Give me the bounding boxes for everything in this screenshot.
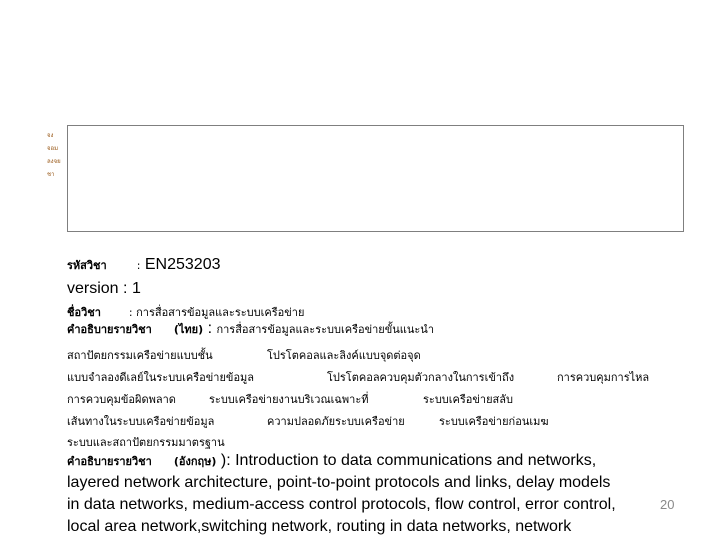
course-name-value: : การสื่อสารข้อมูลและระบบเครือข่าย xyxy=(128,306,305,319)
empty-box xyxy=(67,125,684,232)
side-label-line: ลงจย xyxy=(47,158,61,165)
course-name-row xyxy=(67,303,304,321)
description-th-line: โปรโตคอลและลิงค์แบบจุดต่อจุด xyxy=(267,349,421,362)
description-th-line: การควบคุมการไหล xyxy=(557,371,650,384)
description-th-line: การสื่อสารข้อมูลและระบบเครือข่ายขั้นแนะนำ xyxy=(216,323,434,336)
version-label: version xyxy=(67,280,119,297)
description-th-lang: (ไทย) xyxy=(173,323,204,336)
description-th-line: เส้นทางในระบบเครือข่ายข้อมูล xyxy=(67,415,215,428)
description-th-row xyxy=(67,433,225,451)
description-th-line: ระบบเครือข่ายสลับ xyxy=(423,393,513,406)
description-th-line: การควบคุมข้อผิดพลาด xyxy=(67,393,176,406)
description-en-lang: (อังกฤษ) xyxy=(173,455,217,468)
description-th-row xyxy=(67,368,650,386)
version-separator: : xyxy=(123,280,128,297)
description-en-separator: ) xyxy=(220,452,227,469)
course-name-label: ชื่อวิชา xyxy=(67,306,101,319)
description-th-header xyxy=(67,320,434,338)
side-label-line: ชา xyxy=(47,171,55,178)
description-th-row xyxy=(67,390,513,408)
description-en-label: คำอธิบายรายวิชา xyxy=(67,455,152,468)
course-code-label: รหัสวิชา xyxy=(67,259,107,272)
description-th-line: แบบจำลองดีเลย์ในระบบเครือข่ายข้อมูล xyxy=(67,371,255,384)
description-th-line: สถาปัตยกรรมเครือข่ายแบบชั้น xyxy=(67,349,213,362)
side-label-line: จงจอม xyxy=(47,132,59,152)
version-value: 1 xyxy=(131,280,141,297)
page-number: 20 xyxy=(660,497,675,512)
course-code-separator: : xyxy=(136,259,141,272)
description-th-line: ระบบและสถาปัตยกรรมมาตรฐาน xyxy=(67,436,225,449)
course-code-value: EN253203 xyxy=(144,256,221,273)
description-th-row xyxy=(67,346,421,364)
description-th-label: คำอธิบายรายวิชา xyxy=(67,323,152,336)
description-en-line: layered network architecture, point-to-point protocols and links, delay models xyxy=(67,474,611,491)
description-th-row xyxy=(67,412,549,430)
description-en-header xyxy=(67,452,596,470)
description-th-separator: : xyxy=(207,320,213,337)
course-code-row xyxy=(67,256,221,274)
description-en-line: local area network,switching network, routing in data networks, network xyxy=(67,518,572,535)
description-en-first-line: : Introduction to data communications and networks, xyxy=(226,452,597,469)
description-th-line: ระบบเครือข่ายก่อนเมฆ xyxy=(439,415,549,428)
description-th-line: ความปลอดภัยระบบเครือข่าย xyxy=(267,415,405,428)
description-th-line: ระบบเครือข่ายงานบริเวณเฉพาะที่ xyxy=(209,393,369,406)
side-label xyxy=(47,129,63,181)
description-en-line: in data networks, medium-access control protocols, flow control, error control, xyxy=(67,496,616,513)
description-th-line: โปรโตคอลควบคุมตัวกลางในการเข้าถึง xyxy=(327,371,515,384)
version-row xyxy=(67,280,141,298)
